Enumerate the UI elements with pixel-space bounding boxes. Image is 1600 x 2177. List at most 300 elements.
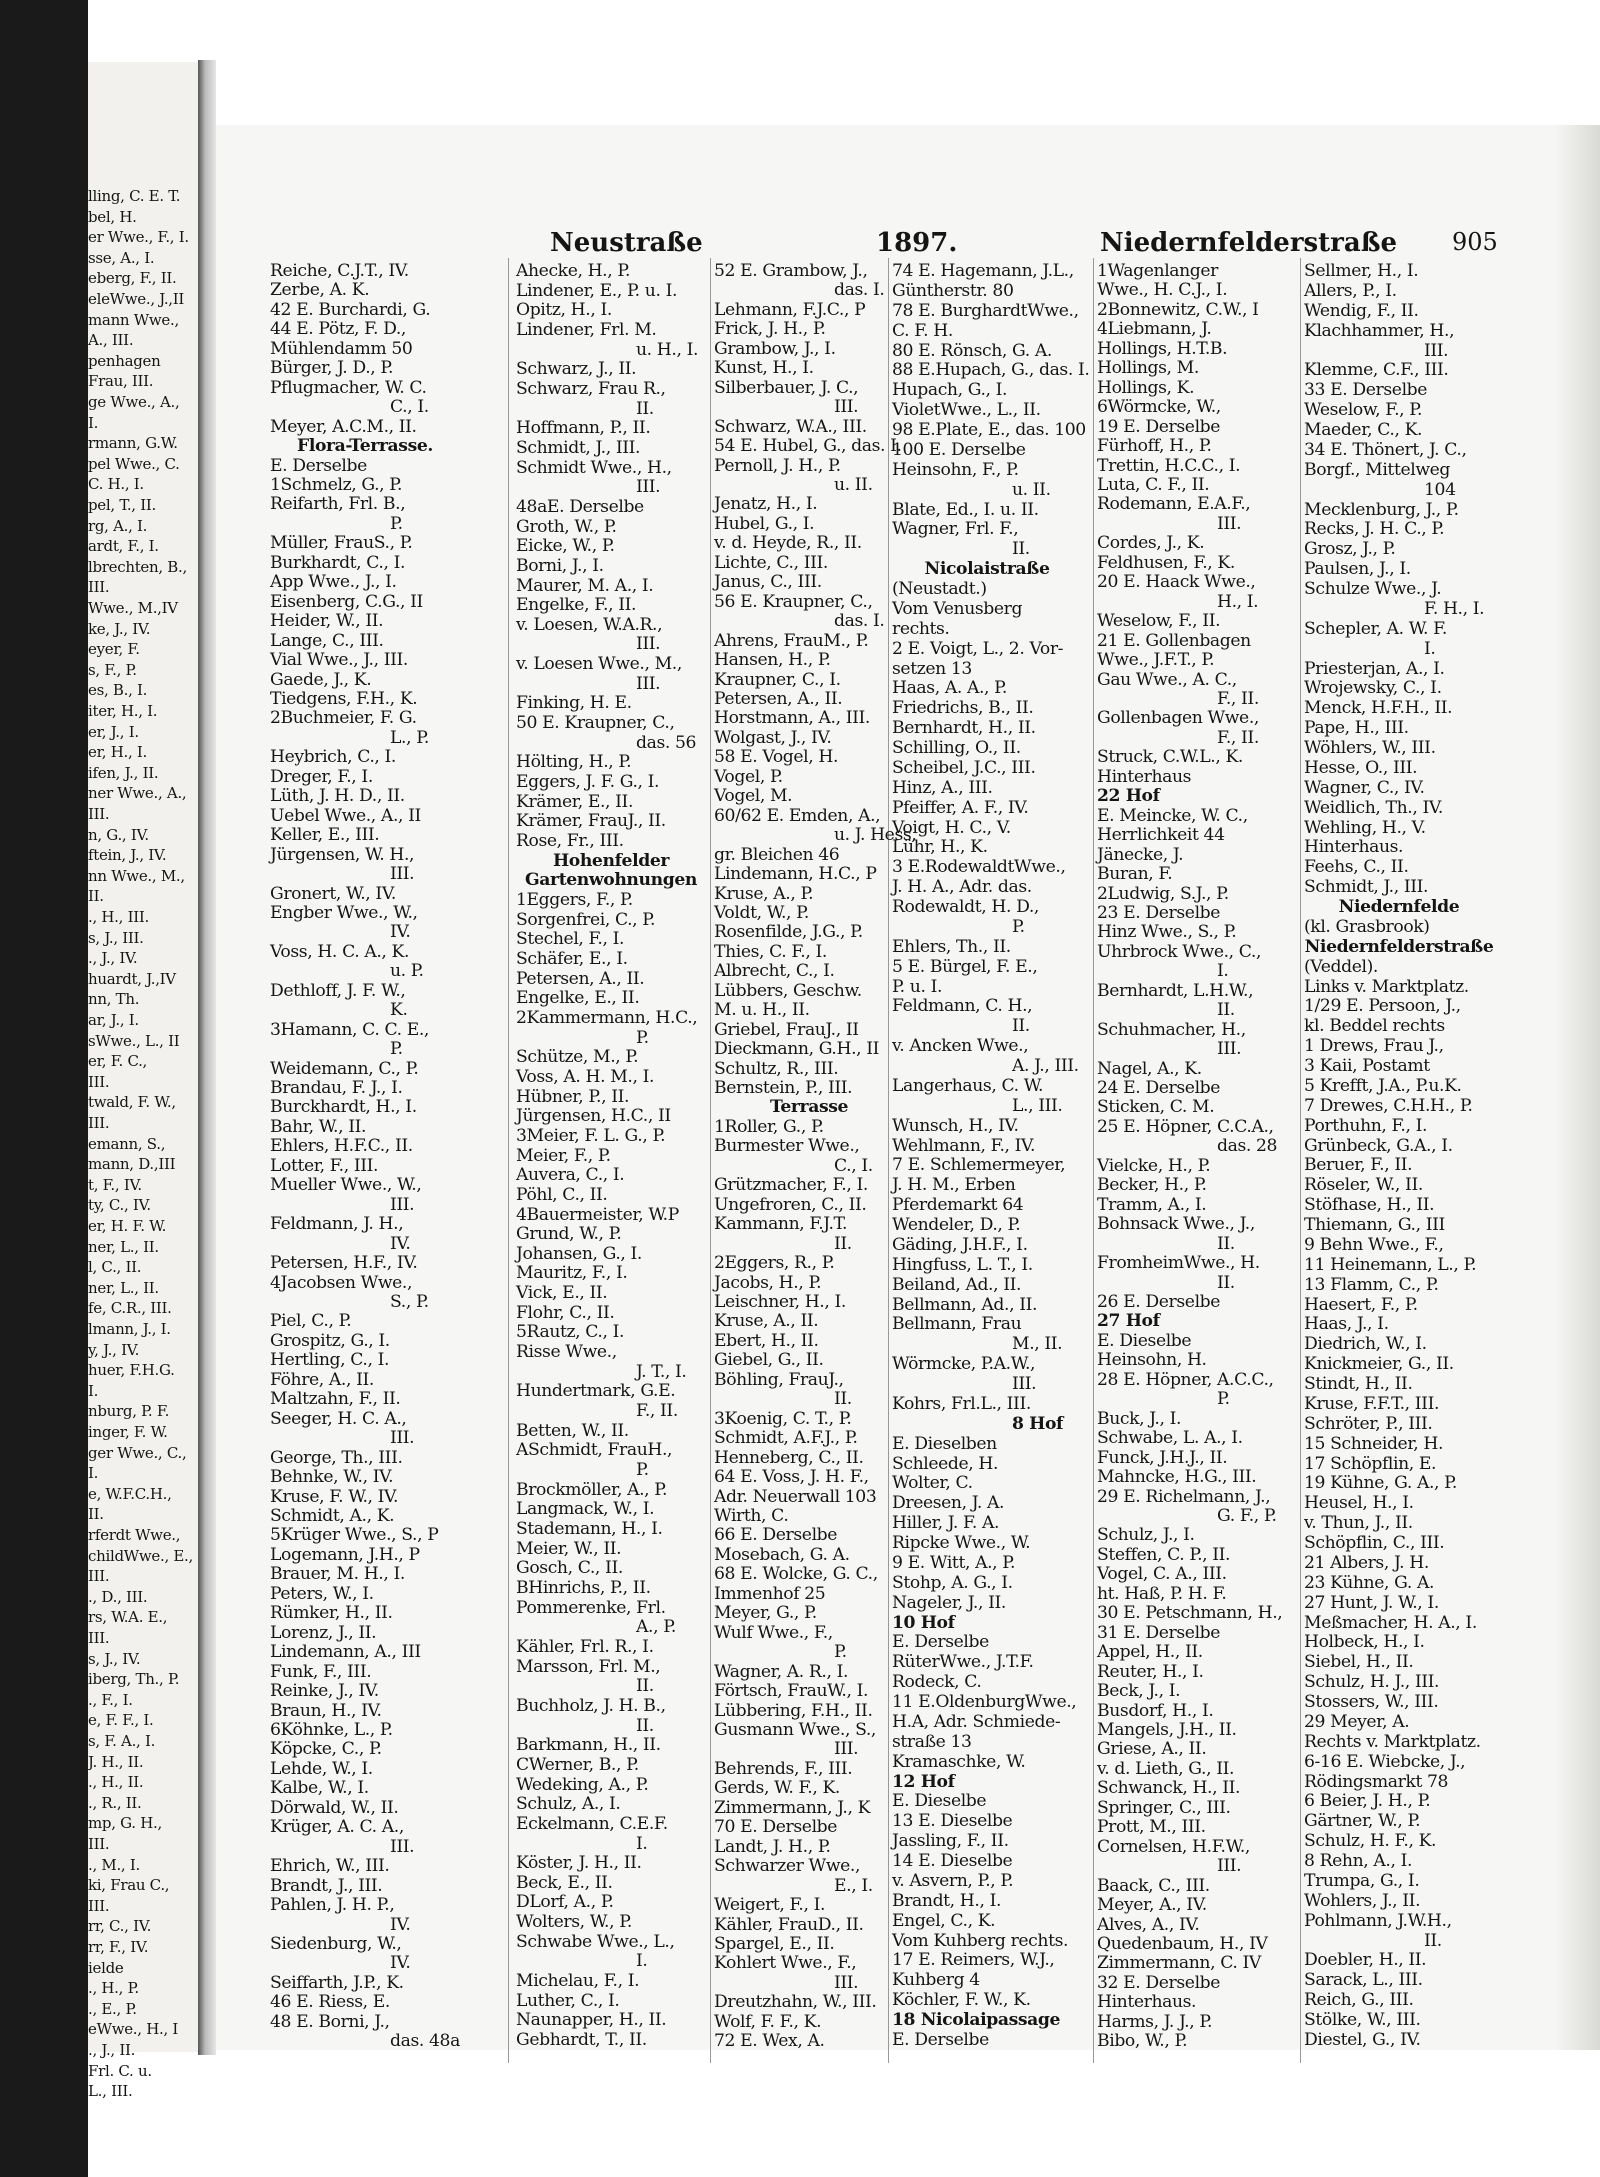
- directory-entry: Hundertmark, G.E.: [516, 1381, 676, 1402]
- fragment-line: iberg, Th., P.: [88, 1670, 180, 1689]
- directory-entry: Wohlers, J., II.: [1304, 1890, 1421, 1911]
- directory-entry: 28 E. Höpner, A.C.C.,: [1097, 1369, 1274, 1390]
- directory-entry: v. d. Lieth, G., II.: [1097, 1758, 1235, 1779]
- directory-entry: Brauer, M. H., I.: [270, 1564, 405, 1585]
- directory-entry: Hiller, J. F. A.: [892, 1513, 1000, 1534]
- directory-entry: (Veddel).: [1304, 956, 1378, 977]
- directory-entry: Lorenz, J., II.: [270, 1622, 377, 1643]
- directory-entry: 29 E. Richelmann, J.,: [1097, 1486, 1271, 1507]
- directory-entry: Köchler, F. W., K.: [892, 1990, 1031, 2011]
- directory-entry: 88 E.Hupach, G., das. I.: [892, 360, 1090, 381]
- fragment-line: ., F., I.: [88, 1690, 133, 1709]
- directory-entry: 3Hamann, C. C. E.,: [270, 1019, 429, 1040]
- directory-entry: Schwabe, L. A., I.: [1097, 1428, 1243, 1449]
- directory-entry: kl. Beddel rechts: [1304, 1016, 1445, 1037]
- directory-entry: III.: [390, 1836, 415, 1857]
- directory-entry: Schwarzer Wwe.,: [714, 1856, 861, 1877]
- directory-entry: Niedernfelde: [1338, 897, 1460, 917]
- directory-entry: Terrasse: [769, 1097, 849, 1118]
- directory-entry: Rosenfilde, J.G., P.: [714, 922, 863, 943]
- directory-entry: Fürhoff, H., P.: [1097, 436, 1212, 457]
- directory-entry: Engelke, E., II.: [516, 988, 640, 1009]
- directory-entry: Rose, Fr., III.: [516, 831, 624, 852]
- directory-entry: 23 E. Derselbe: [1097, 902, 1221, 923]
- directory-entry: Jürgensen, H.C., II: [516, 1106, 671, 1127]
- header-year: 1897.: [876, 228, 958, 258]
- directory-entry: Maurer, M. A., I.: [516, 575, 654, 596]
- directory-entry: Schmidt, A.F.J., P.: [714, 1428, 858, 1449]
- directory-entry: Tiedgens, F.H., K.: [270, 688, 418, 709]
- fragment-line: er, H., I.: [88, 743, 148, 762]
- directory-entry: 7 Drewes, C.H.H., P.: [1304, 1095, 1473, 1116]
- directory-entry: Kunst, H., I.: [714, 358, 814, 379]
- directory-entry: Brandau, F. J., I.: [270, 1078, 403, 1099]
- directory-entry: 1Roller, G., P.: [714, 1116, 824, 1137]
- directory-entry: Sarack, L., III.: [1304, 1970, 1423, 1991]
- directory-entry: Eggers, J. F. G., I.: [516, 772, 660, 793]
- directory-entry: 8 Rehn, A., I.: [1304, 1851, 1413, 1871]
- fragment-line: III.: [88, 1629, 110, 1647]
- directory-entry: P.: [1012, 916, 1025, 937]
- previous-page-fragment: [88, 62, 200, 2101]
- directory-entry: v. Asvern, P., P.: [892, 1870, 1014, 1891]
- directory-entry: Wunsch, H., IV.: [892, 1115, 1019, 1136]
- directory-entry: Förtsch, FrauW., I.: [714, 1681, 869, 1702]
- directory-entry: Pfeiffer, A. F., IV.: [892, 797, 1029, 818]
- directory-entry: Paulsen, J., I.: [1304, 559, 1411, 580]
- directory-entry: Flohr, C., II.: [516, 1302, 615, 1323]
- directory-entry: 10 Hof: [892, 1612, 955, 1633]
- directory-entry: 26 E. Derselbe: [1097, 1292, 1221, 1313]
- column-rule: [1300, 258, 1301, 2063]
- directory-entry: Bürger, J. D., P.: [270, 358, 394, 379]
- directory-entry: Wendig, F., II.: [1304, 300, 1419, 321]
- directory-entry: Beruer, F., II.: [1304, 1155, 1413, 1176]
- directory-entry: Silberbauer, J. C.,: [714, 377, 859, 398]
- directory-entry: Petersen, A., II.: [714, 688, 843, 709]
- directory-entry: Weselow, F., II.: [1097, 611, 1221, 632]
- fragment-line: ki, Frau C.,: [88, 1876, 170, 1895]
- directory-entry: Krämer, E., II.: [516, 791, 634, 812]
- directory-entry: 74 E. Hagemann, J.L.,: [892, 261, 1074, 281]
- directory-entry: 17 E. Reimers, W.J.,: [892, 1950, 1055, 1971]
- fragment-line: fe, C.R., III.: [88, 1299, 172, 1318]
- directory-entry: II.: [636, 398, 654, 419]
- scanner-edge: [0, 0, 88, 2177]
- directory-entry: 22 Hof: [1097, 786, 1160, 807]
- directory-entry: Nageler, J., II.: [892, 1592, 1006, 1613]
- fragment-line: III.: [88, 1567, 110, 1586]
- fragment-line: ge Wwe., A.,: [88, 393, 180, 411]
- directory-entry: das. 48a: [390, 2031, 460, 2052]
- directory-entry: Maltzahn, F., II.: [270, 1389, 401, 1410]
- directory-entry: Schuhmacher, H.,: [1097, 1019, 1246, 1040]
- fragment-line: mann, D.,III: [88, 1155, 176, 1174]
- directory-entry: F., II.: [1217, 727, 1259, 748]
- directory-entry: Uhrbrock Wwe., C.,: [1097, 941, 1262, 962]
- directory-entry: II.: [834, 1233, 852, 1254]
- directory-entry: Holbeck, H., I.: [1304, 1632, 1425, 1653]
- directory-entry: II.: [834, 1389, 852, 1410]
- directory-entry: 4Liebmann, J.: [1097, 319, 1212, 340]
- directory-entry: Vom Kuhberg rechts.: [892, 1930, 1069, 1951]
- directory-entry: Borni, J., I.: [516, 555, 604, 576]
- directory-entry: 48aE. Derselbe: [516, 496, 644, 517]
- directory-entry: v. Loesen Wwe., M.,: [516, 654, 682, 675]
- directory-entry: Doebler, H., II.: [1304, 1950, 1427, 1971]
- directory-entry: III.: [636, 673, 661, 694]
- directory-entry: Wolter, C.: [892, 1473, 973, 1494]
- directory-entry: Bahr, W., II.: [270, 1116, 367, 1137]
- directory-entry: Meyer, G., P.: [714, 1603, 817, 1624]
- directory-entry: S., P.: [390, 1292, 429, 1313]
- directory-entry: Pflugmacher, W. C.: [270, 377, 427, 398]
- directory-entry: Eckelmann, C.E.F.: [516, 1813, 668, 1834]
- directory-entry: 68 E. Wolcke, G. C.,: [714, 1564, 878, 1585]
- directory-entry: Lühr, H., K.: [892, 837, 988, 858]
- directory-entry: Griebel, FrauJ., II: [714, 1019, 859, 1040]
- directory-entry: Jenatz, H., I.: [714, 494, 818, 515]
- directory-entry: v. d. Heyde, R., II.: [714, 533, 862, 554]
- directory-entry: Schäfer, E., I.: [516, 948, 628, 969]
- fragment-line: ner Wwe., A.,: [88, 784, 187, 803]
- directory-entry: L., P.: [390, 727, 429, 748]
- fragment-line: ifen, J., II.: [88, 763, 159, 782]
- directory-entry: DLorf, A., P.: [516, 1892, 614, 1913]
- directory-entry: Vom Venusberg: [892, 598, 1023, 619]
- directory-entry: Hinz, A., III.: [892, 777, 993, 798]
- directory-entry: 44 E. Pötz, F. D.,: [270, 319, 406, 340]
- directory-entry: Mueller Wwe., W.,: [270, 1175, 422, 1196]
- directory-entry: Brandt, H., I.: [892, 1890, 1002, 1911]
- directory-entry: Weigert, F., I.: [714, 1895, 826, 1916]
- fragment-line: emann, S.,: [88, 1134, 166, 1153]
- fragment-line: ., H., P.: [88, 1979, 139, 1998]
- directory-entry: Seiffarth, J.P., K.: [270, 1972, 404, 1993]
- directory-entry: Siedenburg, W.,: [270, 1933, 402, 1954]
- directory-entry: Vick, E., II.: [516, 1283, 608, 1304]
- directory-entry: P. u. I.: [892, 976, 943, 997]
- fragment-line: er, J., I.: [88, 722, 139, 741]
- fragment-line: huardt, J.,IV: [88, 969, 176, 988]
- directory-entry: Feldmann, C. H.,: [892, 996, 1033, 1017]
- directory-entry: Auvera, C., I.: [516, 1165, 625, 1186]
- directory-entry: III.: [834, 397, 859, 418]
- directory-entry: 34 E. Thönert, J. C.,: [1304, 439, 1467, 460]
- fragment-line: er, F. C.,: [88, 1052, 148, 1071]
- directory-entry: Siebel, H., II.: [1304, 1652, 1414, 1673]
- directory-entry: 14 E. Dieselbe: [892, 1851, 1013, 1871]
- directory-entry: Vogel, C. A., III.: [1097, 1564, 1227, 1585]
- directory-entry: Meier, W., II.: [516, 1538, 622, 1559]
- directory-entry: III.: [636, 477, 661, 498]
- fragment-line: ger Wwe., C.,: [88, 1443, 187, 1462]
- directory-entry: Vogel, M.: [714, 786, 793, 807]
- directory-entry: Langmack, W., I.: [516, 1499, 655, 1520]
- header-right-street: Niedernfelderstraße: [1100, 228, 1398, 258]
- directory-entry: II.: [1424, 1930, 1442, 1951]
- directory-entry: Frick, J. H., P.: [714, 319, 826, 340]
- directory-column-1: [270, 262, 460, 2052]
- fragment-line: rmann, G.W.: [88, 434, 178, 453]
- fragment-line: t, F., IV.: [88, 1175, 142, 1194]
- directory-entry: Reifarth, Frl. B.,: [270, 494, 406, 515]
- directory-entry: Dreutzhahn, W., III.: [714, 1992, 877, 2013]
- directory-entry: Niedernfelderstraße: [1304, 936, 1494, 957]
- directory-column-2: [516, 262, 706, 2051]
- directory-entry: Mosebach, G. A.: [714, 1544, 850, 1565]
- directory-entry: Ungefroren, C., II.: [714, 1194, 867, 1215]
- directory-entry: Köster, J. H., II.: [516, 1853, 642, 1874]
- directory-entry: 15 Schneider, H.: [1304, 1433, 1444, 1454]
- directory-entry: Feehs, C., II.: [1304, 857, 1409, 878]
- directory-entry: Jürgensen, W. H.,: [270, 844, 415, 865]
- directory-entry: Kruse, A., P.: [714, 883, 814, 904]
- directory-entry: 3 Kaii, Postamt: [1304, 1056, 1430, 1076]
- directory-entry: Allers, P., I.: [1304, 280, 1397, 301]
- directory-entry: E. Derselbe: [892, 1632, 989, 1653]
- directory-entry: Engel, C., K.: [892, 1910, 996, 1931]
- directory-entry: 48 E. Borni, J.,: [270, 2011, 390, 2032]
- directory-entry: Betten, W., II.: [516, 1420, 629, 1441]
- directory-entry: Ripcke Wwe., W.: [892, 1533, 1031, 1553]
- directory-entry: Stölke, W., III.: [1304, 2010, 1421, 2030]
- directory-entry: Janus, C., III.: [714, 572, 822, 593]
- directory-entry: Diedrich, W., I.: [1304, 1334, 1427, 1355]
- directory-entry: III.: [1217, 1039, 1242, 1060]
- directory-entry: Burkhardt, C., I.: [270, 552, 406, 573]
- page-number: 905: [1452, 228, 1498, 256]
- directory-entry: P.: [1217, 1389, 1230, 1410]
- directory-entry: Horstmann, A., III.: [714, 708, 870, 729]
- directory-entry: Rodewaldt, H. D.,: [892, 897, 1039, 917]
- directory-entry: Kruse, A., II.: [714, 1311, 819, 1332]
- directory-entry: CWerner, B., P.: [516, 1754, 639, 1775]
- directory-entry: 60/62 E. Emden, A.,: [714, 805, 881, 826]
- directory-entry: Struck, C.W.L., K.: [1097, 747, 1243, 768]
- directory-entry: Dieckmann, G.H., II: [714, 1039, 880, 1060]
- directory-entry: 1/29 E. Persoon, J.,: [1304, 996, 1461, 1017]
- fragment-line: e, F. F., I.: [88, 1711, 154, 1730]
- directory-entry: I.: [1424, 638, 1436, 659]
- directory-entry: Gollenbagen Wwe.,: [1097, 708, 1259, 729]
- directory-entry: Schulz, J., I.: [1097, 1525, 1195, 1546]
- directory-entry: Hupach, G., I.: [892, 380, 1008, 401]
- directory-entry: III.: [834, 1739, 859, 1760]
- directory-entry: Schulz, H. F., K.: [1304, 1831, 1437, 1852]
- directory-entry: Böhling, FrauJ.,: [714, 1369, 844, 1390]
- directory-entry: BHinrichs, P., II.: [516, 1577, 651, 1598]
- directory-entry: Mahncke, H.G., III.: [1097, 1467, 1257, 1488]
- directory-entry: Giebel, G., II.: [714, 1350, 824, 1371]
- directory-entry: Wolf, F. F., K.: [714, 2011, 822, 2032]
- directory-entry: ht. Haß, P. H. F.: [1097, 1583, 1227, 1604]
- directory-entry: 20 E. Haack Wwe.,: [1097, 572, 1256, 593]
- directory-entry: 42 E. Burchardi, G.: [270, 299, 431, 320]
- directory-entry: 104: [1424, 479, 1456, 500]
- directory-entry: 2Kammermann, H.C.,: [516, 1007, 698, 1028]
- directory-entry: 64 E. Voss, J. H. F.,: [714, 1467, 869, 1488]
- directory-entry: Kruse, F.F.T., III.: [1304, 1393, 1440, 1414]
- directory-column-4: [892, 262, 1089, 2051]
- directory-entry: Heinsohn, H.: [1097, 1350, 1207, 1371]
- directory-entry: I.: [1217, 961, 1229, 982]
- directory-entry: Heybrich, C., I.: [270, 747, 396, 768]
- directory-entry: Johansen, G., I.: [516, 1243, 642, 1264]
- directory-entry: 25 E. Höpner, C.C.A.,: [1097, 1116, 1274, 1137]
- directory-entry: Voss, A. H. M., I.: [516, 1066, 655, 1087]
- directory-entry: Kuhberg 4: [892, 1970, 980, 1991]
- directory-entry: Braun, H., IV.: [270, 1700, 382, 1721]
- directory-entry: Buchholz, J. H. B.,: [516, 1695, 666, 1716]
- directory-entry: Beiland, Ad., II.: [892, 1274, 1022, 1295]
- directory-entry: Lübbering, F.H., II.: [714, 1700, 873, 1721]
- directory-column-6: [1304, 262, 1494, 2051]
- directory-entry: Weidemann, C., P.: [270, 1058, 419, 1079]
- directory-entry: 100 E. Derselbe: [892, 439, 1026, 460]
- directory-entry: 6Köhnke, L., P.: [270, 1719, 393, 1740]
- directory-entry: Kalbe, W., I.: [270, 1778, 369, 1799]
- directory-entry: Schulz, A., I.: [516, 1794, 621, 1815]
- directory-entry: u. II.: [834, 474, 873, 495]
- directory-entry: 2Buchmeier, F. G.: [270, 708, 417, 729]
- directory-entry: Thiemann, G., III: [1304, 1215, 1445, 1235]
- directory-entry: Knickmeier, G., II.: [1304, 1354, 1454, 1375]
- directory-entry: 7 E. Schlemermeyer,: [892, 1155, 1066, 1176]
- directory-entry: Brockmöller, A., P.: [516, 1479, 668, 1500]
- directory-entry: Gosch, C., II.: [516, 1558, 623, 1579]
- directory-entry: u. J. Hess,: [834, 825, 917, 846]
- fragment-line: ftein, J., IV.: [88, 846, 167, 865]
- directory-entry: Stademann, H., I.: [516, 1519, 663, 1539]
- directory-entry: K.: [390, 1000, 408, 1021]
- directory-entry: Hesse, O., III.: [1304, 757, 1418, 778]
- fragment-line: s, F., P.: [88, 660, 137, 679]
- directory-entry: Haas, J., I.: [1304, 1314, 1389, 1335]
- directory-entry: 2Bonnewitz, C.W., I: [1097, 299, 1259, 320]
- directory-entry: H., I.: [1217, 591, 1259, 612]
- fragment-line: mp, G. H.,: [88, 1814, 162, 1833]
- directory-entry: Naunapper, H., II.: [516, 2010, 667, 2031]
- directory-entry: M., II.: [1012, 1334, 1063, 1355]
- directory-entry: Leischner, H., I.: [714, 1292, 846, 1313]
- fragment-line: bel, H.: [88, 207, 137, 226]
- fragment-line: er Wwe., F., I.: [88, 228, 189, 247]
- fragment-line: II.: [88, 887, 104, 906]
- directory-entry: II.: [1012, 1016, 1030, 1037]
- directory-entry: Jacobs, H., P.: [714, 1272, 822, 1293]
- directory-entry: Schütze, M., P.: [516, 1047, 639, 1068]
- directory-entry: 5 Krefft, J.A., P.u.K.: [1304, 1075, 1462, 1096]
- directory-entry: Hoffmann, P., II.: [516, 418, 651, 439]
- directory-entry: Blate, Ed., I. u. II.: [892, 499, 1039, 520]
- directory-entry: Mecklenburg, J., P.: [1304, 499, 1459, 520]
- directory-entry: Bellmann, Ad., II.: [892, 1294, 1038, 1315]
- directory-entry: 5 E. Bürgel, F. E.,: [892, 956, 1038, 977]
- directory-entry: Engber Wwe., W.,: [270, 902, 418, 923]
- directory-entry: Güntherstr. 80: [892, 280, 1014, 301]
- directory-entry: Heusel, H., I.: [1304, 1493, 1414, 1514]
- directory-entry: Jänecke, J.: [1097, 844, 1184, 865]
- directory-entry: F. H., I.: [1424, 598, 1485, 619]
- directory-entry: Grospitz, G., I.: [270, 1330, 390, 1351]
- directory-entry: Stindt, H., II.: [1304, 1374, 1413, 1394]
- directory-entry: Reuter, H., I.: [1097, 1661, 1204, 1682]
- directory-entry: das. 28: [1217, 1136, 1278, 1157]
- directory-entry: Lange, C., III.: [270, 630, 384, 651]
- directory-entry: Ehrich, W., III.: [270, 1856, 390, 1877]
- directory-entry: Heider, W., II.: [270, 611, 384, 632]
- directory-entry: Meier, F., P.: [516, 1145, 611, 1166]
- directory-entry: 80 E. Rönsch, G. A.: [892, 340, 1052, 361]
- directory-entry: C., I.: [834, 1155, 873, 1176]
- directory-entry: Hingfuss, L. T., I.: [892, 1254, 1033, 1275]
- directory-entry: 4Jacobsen Wwe.,: [270, 1272, 413, 1293]
- fragment-line: lmann, J., I.: [88, 1320, 171, 1338]
- fragment-line: nburg, P. F.: [88, 1402, 170, 1421]
- directory-entry: Burmester Wwe.,: [714, 1136, 860, 1157]
- directory-entry: Appel, H., II.: [1097, 1642, 1203, 1663]
- directory-entry: 50 E. Kraupner, C.,: [516, 713, 675, 734]
- directory-entry: Adr. Neuerwall 103: [714, 1486, 877, 1507]
- directory-entry: Beck, E., II.: [516, 1872, 613, 1893]
- directory-entry: Lehmann, F.J.C., P: [714, 299, 866, 320]
- fragment-line: es, B., I.: [88, 681, 148, 700]
- directory-entry: 98 E.Plate, E., das. 100: [892, 420, 1086, 440]
- directory-entry: 72 E. Wex, A.: [714, 2031, 825, 2052]
- directory-entry: Schmidt, J., III.: [1304, 877, 1429, 898]
- directory-entry: Rodemann, E.A.F.,: [1097, 494, 1251, 515]
- directory-entry: Meyer, A., IV.: [1097, 1895, 1207, 1916]
- directory-entry: 1Schmelz, G., P.: [270, 474, 403, 495]
- directory-entry: Wedeking, A., P.: [516, 1774, 649, 1795]
- directory-entry: Gau Wwe., A. C.,: [1097, 669, 1237, 690]
- directory-entry: Jassling, F., II.: [892, 1831, 1009, 1852]
- directory-entry: E. Meincke, W. C.,: [1097, 805, 1248, 826]
- directory-entry: das. I.: [834, 280, 885, 301]
- fragment-line: ardt, F., I.: [88, 537, 159, 556]
- directory-entry: Stechel, F., I.: [516, 929, 625, 950]
- directory-entry: Vielcke, H., P.: [1097, 1155, 1211, 1176]
- directory-entry: das. I.: [834, 611, 885, 632]
- directory-entry: Groth, W., P.: [516, 516, 617, 537]
- directory-entry: Logemann, J.H., P: [270, 1544, 420, 1565]
- directory-entry: George, Th., III.: [270, 1447, 403, 1468]
- directory-entry: Ebert, H., II.: [714, 1330, 819, 1351]
- directory-entry: Mangels, J.H., II.: [1097, 1719, 1237, 1740]
- directory-entry: Hubel, G., I.: [714, 513, 815, 534]
- directory-entry: Dethloff, J. F. W.,: [270, 980, 406, 1001]
- book-gutter: [198, 60, 216, 2055]
- directory-entry: 4Bauermeister, W.P: [516, 1204, 679, 1225]
- directory-entry: F., II.: [636, 1401, 678, 1422]
- directory-entry: Wendeler, D., P.: [892, 1215, 1021, 1235]
- directory-entry: Schwanck, H., II.: [1097, 1778, 1241, 1799]
- directory-entry: Gebhardt, T., II.: [516, 2030, 647, 2051]
- directory-entry: III.: [636, 634, 661, 655]
- directory-entry: Kruse, F. W., IV.: [270, 1486, 399, 1507]
- directory-entry: P.: [636, 1460, 649, 1481]
- directory-entry: Bernhardt, H., II.: [892, 718, 1036, 739]
- directory-entry: 70 E. Derselbe: [714, 1817, 838, 1838]
- directory-column-5: [1097, 262, 1282, 2052]
- directory-entry: 1Eggers, F., P.: [516, 890, 633, 910]
- directory-entry: Cordes, J., K.: [1097, 533, 1205, 554]
- directory-entry: Wagner, Frl. F.,: [892, 519, 1019, 540]
- directory-entry: Wagner, C., IV.: [1304, 777, 1425, 798]
- column-rule: [508, 258, 509, 2063]
- directory-entry: Engelke, F., II.: [516, 595, 637, 616]
